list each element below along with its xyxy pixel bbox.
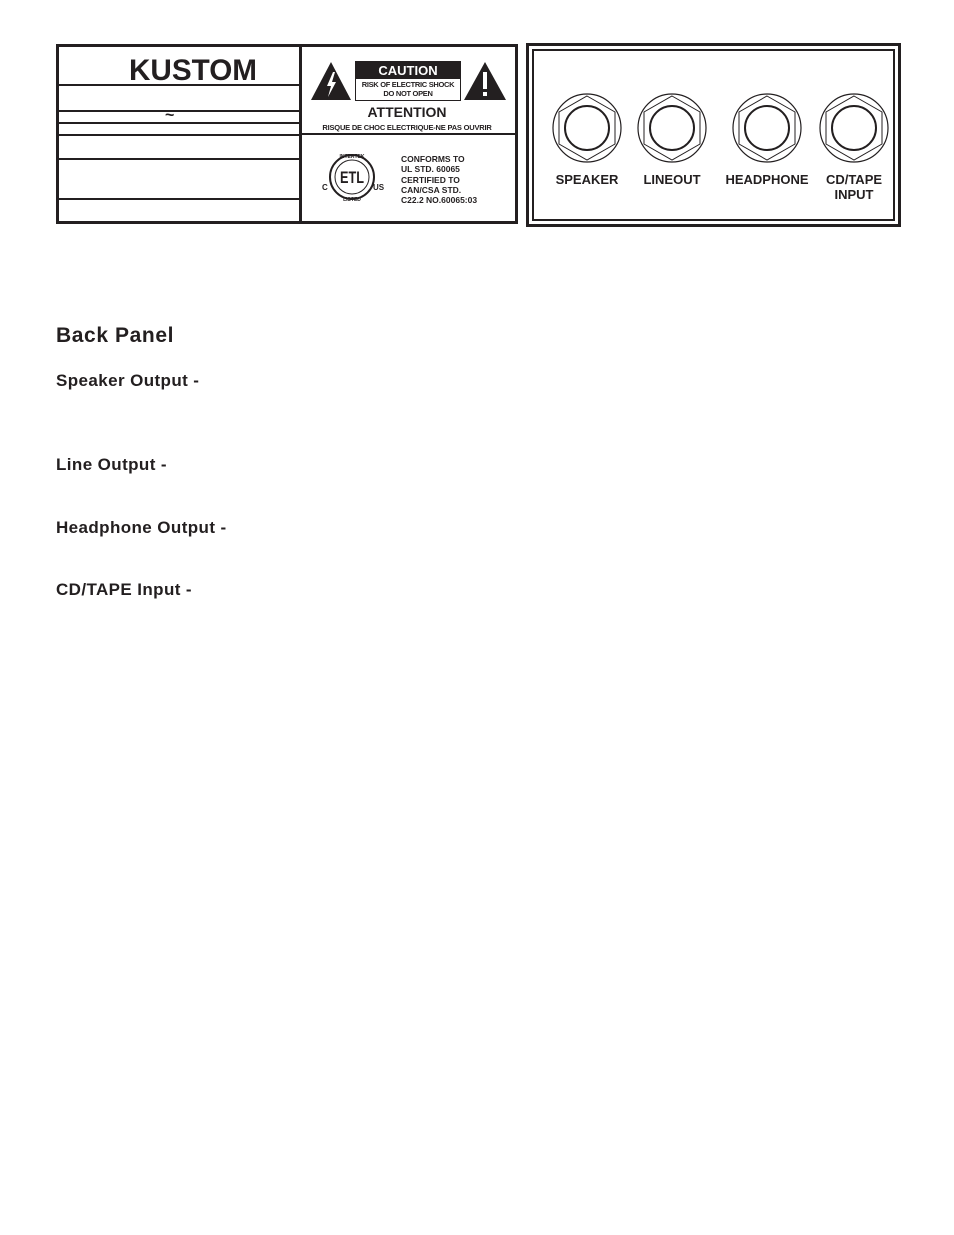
etl-mark-text: ETL xyxy=(340,168,364,187)
speaker-jack-icon xyxy=(553,94,621,162)
speaker-output-heading: Speaker Output - xyxy=(56,371,200,390)
conform-line: C22.2 NO.60065:03 xyxy=(401,195,478,206)
page-title: Back Panel xyxy=(56,324,175,347)
conformity-text xyxy=(401,154,477,205)
attention-text: RISQUE DE CHOC ELECTRIQUE-NE PAS OUVRIR xyxy=(322,123,492,132)
conform-line: UL STD. 60065 xyxy=(401,164,460,175)
label-rule xyxy=(59,134,299,136)
label-rule xyxy=(299,133,515,135)
cdtape-label-line-2: INPUT xyxy=(834,187,874,202)
caution-heading: CAUTION xyxy=(356,62,460,79)
jack-panel xyxy=(526,43,901,227)
brand-name: KUSTOM xyxy=(129,54,257,84)
lightning-warning-icon xyxy=(309,60,353,102)
headphone-jack-icon xyxy=(733,94,801,162)
caution-box xyxy=(355,61,461,101)
label-rule xyxy=(59,122,299,124)
conform-line: CONFORMS TO xyxy=(401,154,465,164)
exclamation-warning-icon xyxy=(462,60,508,102)
rating-label-panel xyxy=(56,44,518,224)
etl-listed-mark xyxy=(321,149,401,209)
jack-row xyxy=(549,90,889,166)
conform-line: CAN/CSA STD. xyxy=(401,184,462,195)
cdtape-jack-icon xyxy=(820,94,888,162)
caution-text xyxy=(356,80,460,98)
kustom-logo xyxy=(128,54,258,84)
caution-line-2: DO NOT OPEN xyxy=(383,89,433,98)
cdtape-label-line-1: CD/TAPE xyxy=(825,172,883,187)
cdtape-jack-label xyxy=(814,172,894,202)
lineout-jack-icon xyxy=(638,94,706,162)
label-rule xyxy=(59,84,299,86)
ac-symbol: ~ xyxy=(165,107,175,124)
speaker-jack-label: SPEAKER xyxy=(555,172,619,187)
label-rule xyxy=(59,198,299,200)
caution-line-1: RISK OF ELECTRIC SHOCK xyxy=(361,80,455,89)
label-rule xyxy=(59,158,299,160)
lineout-jack-label: LINEOUT xyxy=(643,172,701,187)
cdtape-input-heading: CD/TAPE Input - xyxy=(56,580,192,599)
headphone-output-heading: Headphone Output - xyxy=(56,518,227,537)
line-output-heading: Line Output - xyxy=(56,455,167,474)
label-rule xyxy=(59,110,299,112)
conform-line: CERTIFIED TO xyxy=(401,174,460,185)
etl-bottom-text: LISTED xyxy=(343,197,361,203)
headphone-jack-label: HEADPHONE xyxy=(725,172,809,187)
etl-top-text: INTERTEK xyxy=(339,154,365,160)
etl-c-text: C xyxy=(322,183,328,192)
etl-us-text: US xyxy=(373,183,385,192)
attention-heading: ATTENTION xyxy=(367,104,447,120)
